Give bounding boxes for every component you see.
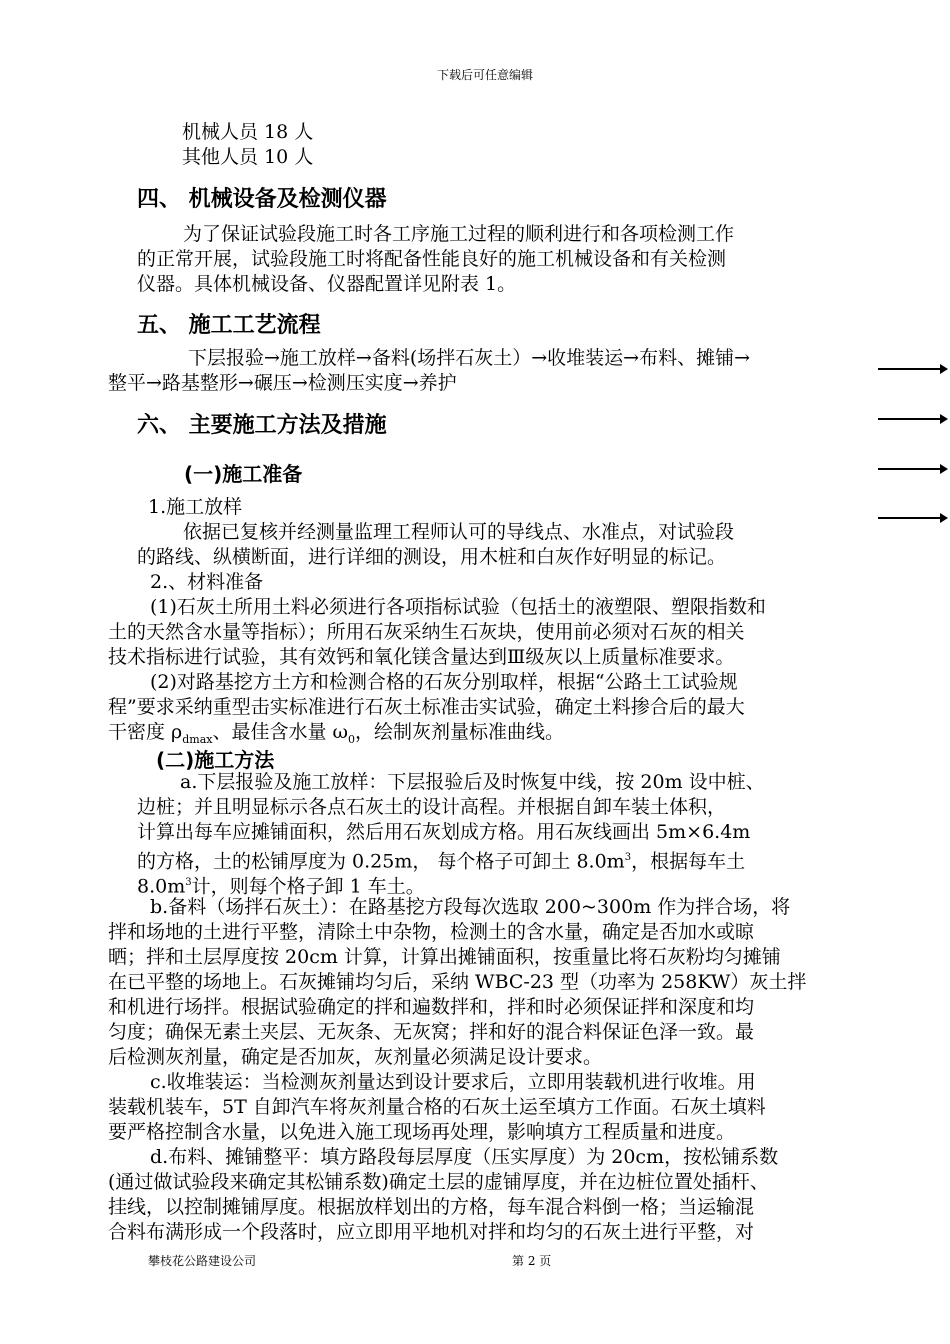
method-d-line: 挂线，以控制摊铺厚度。根据放样划出的方格，每车混合料倒一格；当运输混 — [108, 1196, 755, 1218]
method-b-line: 和机进行场拌。根据试验确定的拌和遍数拌和，拌和时必须保证拌和深度和均 — [108, 996, 755, 1018]
header-note: 下载后可任意编辑 — [437, 68, 534, 82]
section4-line: 的正常开展，试验段施工时将配备性能良好的施工机械设备和有关检测 — [137, 248, 727, 270]
subsection1-title: (一)施工准备 — [184, 462, 303, 486]
section5-line: 整平→路基整形→碾压→检测压实度→养护 — [108, 372, 457, 394]
method-c-line: c.收堆装运：当检测灰剂量达到设计要求后，立即用装载机进行收堆。用 — [150, 1071, 756, 1093]
density-subscript: dmax — [182, 732, 213, 746]
subsection2-title: (二)施工方法 — [156, 748, 275, 772]
method-a-text: ，根据每车土 — [631, 850, 746, 873]
item2-line: 技术指标进行试验，其有效钙和氧化镁含量达到Ⅲ级灰以上质量标准要求。 — [108, 646, 735, 668]
method-a-text: 8.0m — [137, 875, 186, 898]
method-c-line: 装载机装车，5T 自卸汽车将灰剂量合格的石灰土运至填方工作面。石灰土填料 — [108, 1096, 766, 1118]
method-b-line: 匀度；确保无素土夹层、无灰条、无灰窝；拌和好的混合料保证色泽一致。最 — [108, 1021, 755, 1043]
method-b-line: b.备料（场拌石灰土）：在路基挖方段每次选取 200~300m 作为拌合场，将 — [150, 896, 791, 918]
method-b-line: 拌和场地的土进行平整，清除土中杂物，检测土的含水量，确定是否加水或晾 — [108, 921, 755, 943]
method-a-text: 的方格，土的松铺厚度为 0.25m， 每个格子可卸土 8.0m — [137, 850, 625, 873]
margin-arrow-icon — [878, 468, 942, 470]
cubic-superscript: 3 — [185, 877, 192, 888]
method-c-line: 要严格控制含水量，以免进入施工现场再处理，影响填方工程质量和进度。 — [108, 1121, 736, 1143]
section4-title: 四、 机械设备及检测仪器 — [137, 187, 387, 212]
item2-line: 程”要求采纳重型击实标准进行石灰土标准击实试验，确定土料掺合后的最大 — [108, 696, 745, 718]
margin-arrow-icon — [878, 418, 942, 420]
method-a-line: a.下层报验及施工放样：下层报验后及时恢复中线，按 20m 设中桩、 — [180, 771, 765, 793]
margin-arrow-icon — [878, 368, 942, 370]
section4-line: 为了保证试验段施工时各工序施工过程的顺利进行和各项检测工作 — [183, 223, 735, 245]
item2-line: (1)石灰土所用土料必须进行各项指标试验（包括土的液塑限、塑限指数和 — [150, 596, 766, 618]
section5-line: 下层报验→施工放样→备料(场拌石灰土）→收堆装运→布料、摊铺→ — [188, 347, 751, 369]
density-text: ，绘制灰剂量标准曲线。 — [355, 721, 565, 743]
method-b-line: 晒；拌和土层厚度按 20cm 计算，计算出摊铺面积，按重量比将石灰粉均匀摊铺 — [108, 946, 781, 968]
cubic-superscript: 3 — [624, 852, 632, 863]
density-text: 、最佳含水量 ω — [212, 721, 348, 743]
item2-title: 2.、材料准备 — [150, 571, 264, 593]
method-a-line: 边桩；并且明显标示各点石灰土的设计高程。并根据自卸车装土体积， — [137, 796, 727, 818]
footer-company: 攀枝花公路建设公司 — [148, 1254, 257, 1268]
item1-title: 1.施工放样 — [148, 496, 243, 518]
method-a-text: 计，则每个格子卸 1 车土。 — [191, 875, 425, 898]
section4-line: 仪器。具体机械设备、仪器配置详见附表 1。 — [137, 273, 517, 295]
item2-line: (2)对路基挖方土方和检测合格的石灰分别取样，根据“公路土工试验规 — [150, 671, 738, 693]
density-text: 干密度 ρ — [108, 721, 183, 743]
margin-arrow-icon — [878, 517, 942, 519]
method-d-line: 合料布满形成一个段落时，应立即用平地机对拌和均匀的石灰土进行平整，对 — [108, 1221, 755, 1243]
staff-other: 其他人员 10 人 — [182, 146, 314, 168]
method-d-line: d.布料、摊铺整平：填方路段每层厚度（压实厚度）为 20cm，按松铺系数 — [150, 1146, 779, 1168]
method-a-line: 计算出每车应摊铺面积，然后用石灰划成方格。用石灰线画出 5m×6.4m — [137, 821, 751, 843]
item1-line: 依据已复核并经测量监理工程师认可的导线点、水准点，对试验段 — [183, 521, 735, 543]
item1-line: 的路线、纵横断面，进行详细的测设，用木桩和白灰作好明显的标记。 — [137, 546, 727, 568]
method-b-line: 在已平整的场地上。石灰摊铺均匀后，采纳 WBC-23 型（功率为 258KW）灰土拌 — [108, 971, 807, 993]
footer-page-number: 第 2 页 — [512, 1254, 552, 1268]
method-b-line: 后检测灰剂量，确定是否加灰，灰剂量必须满足设计要求。 — [108, 1046, 603, 1068]
staff-mechanic: 机械人员 18 人 — [182, 121, 314, 143]
method-d-line: (通过做试验段来确定其松铺系数)确定土层的虚铺厚度，并在边桩位置处插杆、 — [108, 1171, 769, 1193]
omega-subscript: 0 — [348, 732, 355, 746]
item2-line: 土的天然含水量等指标）；所用石灰采纳生石灰块，使用前必须对石灰的相关 — [108, 621, 745, 643]
section6-title: 六、 主要施工方法及措施 — [137, 413, 387, 438]
section5-title: 五、 施工工艺流程 — [137, 313, 321, 338]
